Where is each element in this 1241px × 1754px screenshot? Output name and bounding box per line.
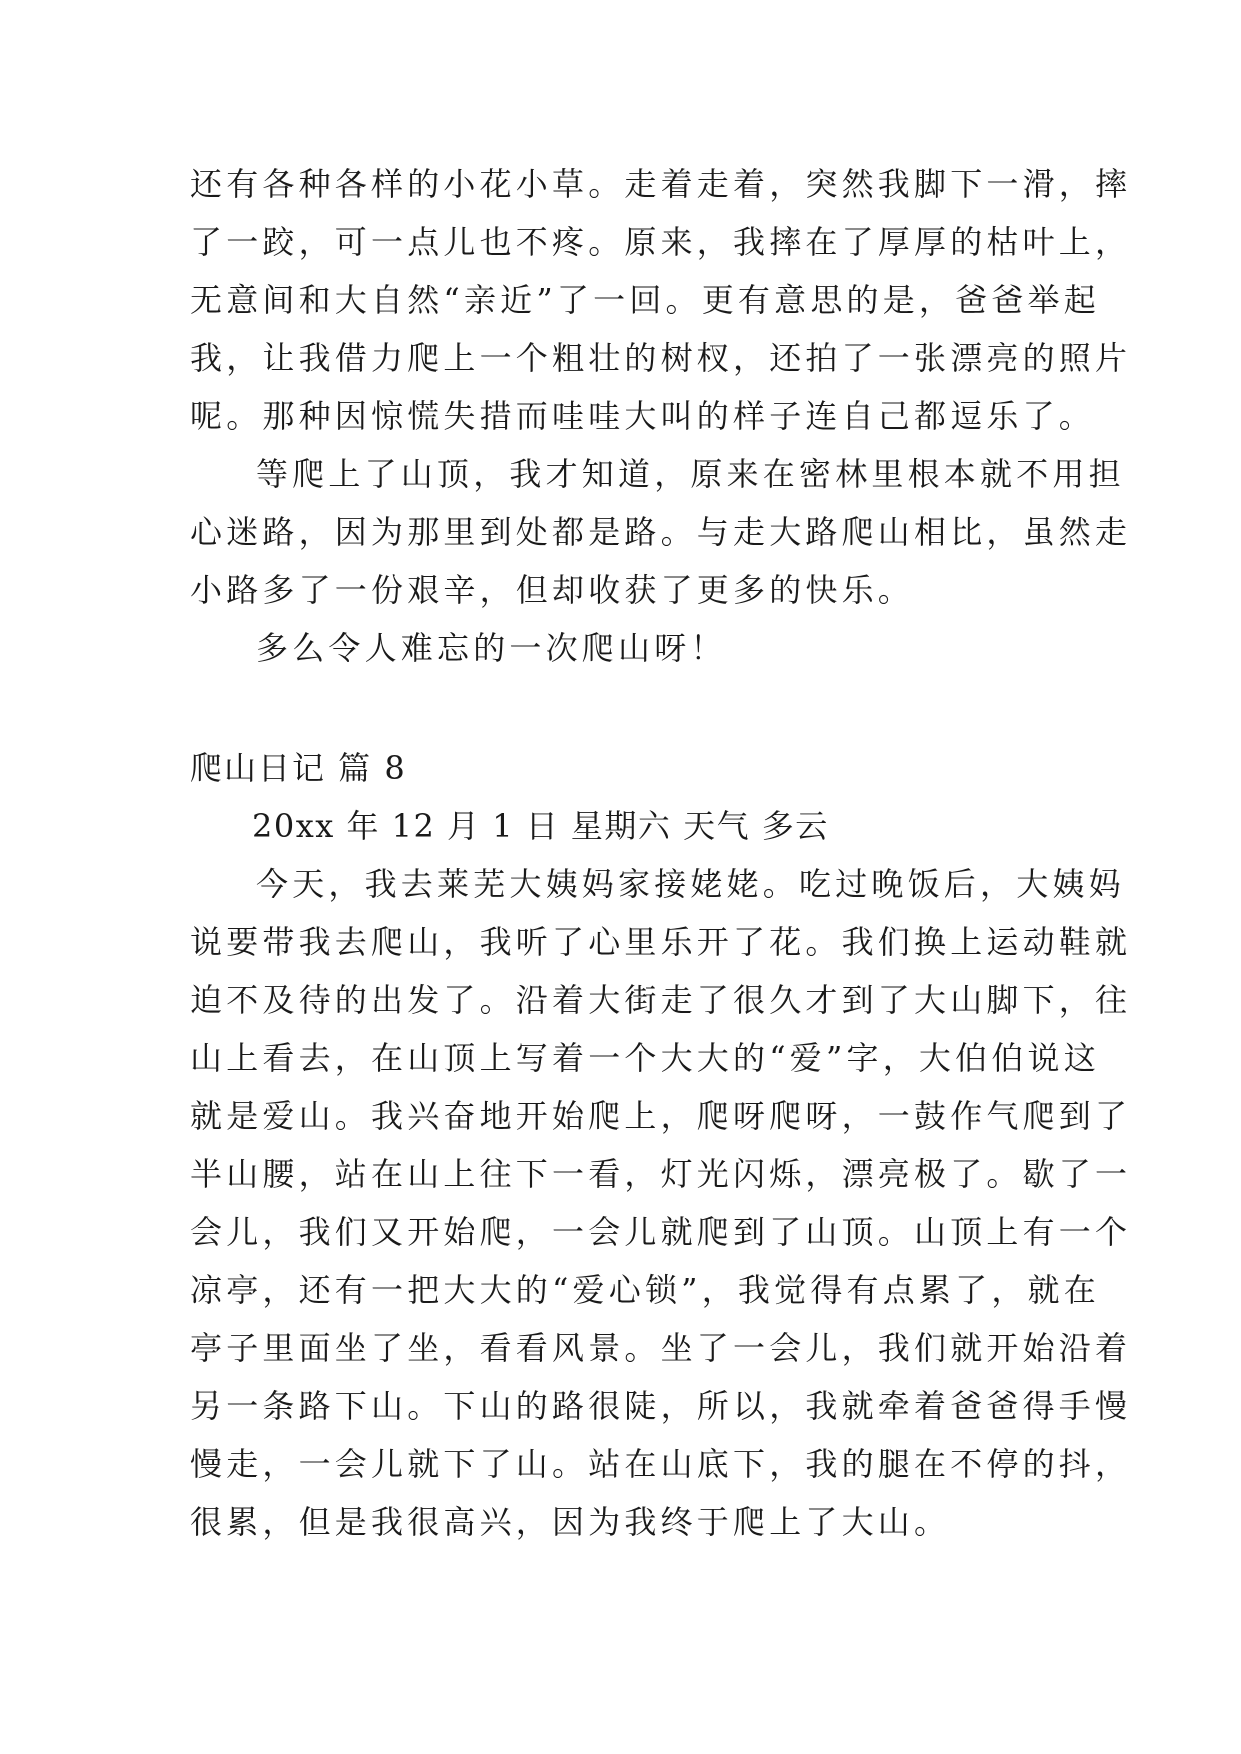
paragraph-line: 小路多了一份艰辛，但却收获了更多的快乐。 [190,571,915,609]
paragraph-line: 另一条路下山。下山的路很陡，所以，我就牵着爸爸得手慢 [190,1387,1132,1425]
paragraph-line: 半山腰，站在山上往下一看，灯光闪烁，漂亮极了。歇了一 [190,1155,1132,1193]
paragraph-line: 还有各种各样的小花小草。走着走着，突然我脚下一滑，摔 [190,165,1132,203]
paragraph-line: 迫不及待的出发了。沿着大街走了很久才到了大山脚下，往 [190,981,1132,1019]
section-title: 爬山日记 篇 8 [190,749,407,787]
paragraph-line: 就是爱山。我兴奋地开始爬上，爬呀爬呀，一鼓作气爬到了 [190,1097,1132,1135]
date-line: 20xx 年 12 月 1 日 星期六 天气 多云 [252,807,829,845]
paragraph-line: 多么令人难忘的一次爬山呀！ [256,629,727,667]
paragraph-line: 山上看去，在山顶上写着一个大大的“爱”字，大伯伯说这 [190,1039,1100,1077]
paragraph-line: 我，让我借力爬上一个粗壮的树杈，还拍了一张漂亮的照片 [190,339,1132,377]
paragraph-line: 亭子里面坐了坐，看看风景。坐了一会儿，我们就开始沿着 [190,1329,1132,1367]
paragraph-line: 心迷路，因为那里到处都是路。与走大路爬山相比，虽然走 [190,513,1132,551]
paragraph-line: 慢走，一会儿就下了山。站在山底下，我的腿在不停的抖， [190,1445,1132,1483]
paragraph-line: 凉亭，还有一把大大的“爱心锁”，我觉得有点累了，就在 [190,1271,1100,1309]
paragraph-line: 很累，但是我很高兴，因为我终于爬上了大山。 [190,1503,951,1541]
document-page [190,0,1132,1754]
paragraph-line: 了一跤，可一点儿也不疼。原来，我摔在了厚厚的枯叶上， [190,223,1132,261]
paragraph-line: 说要带我去爬山，我听了心里乐开了花。我们换上运动鞋就 [190,923,1132,961]
paragraph-line: 等爬上了山顶，我才知道，原来在密林里根本就不用担 [256,455,1125,493]
paragraph-line: 无意间和大自然“亲近”了一回。更有意思的是，爸爸举起 [190,281,1100,319]
paragraph-line: 会儿，我们又开始爬，一会儿就爬到了山顶。山顶上有一个 [190,1213,1132,1251]
paragraph-line: 今天，我去莱芜大姨妈家接姥姥。吃过晚饭后，大姨妈 [256,865,1125,903]
paragraph-line: 呢。那种因惊慌失措而哇哇大叫的样子连自己都逗乐了。 [190,397,1096,435]
